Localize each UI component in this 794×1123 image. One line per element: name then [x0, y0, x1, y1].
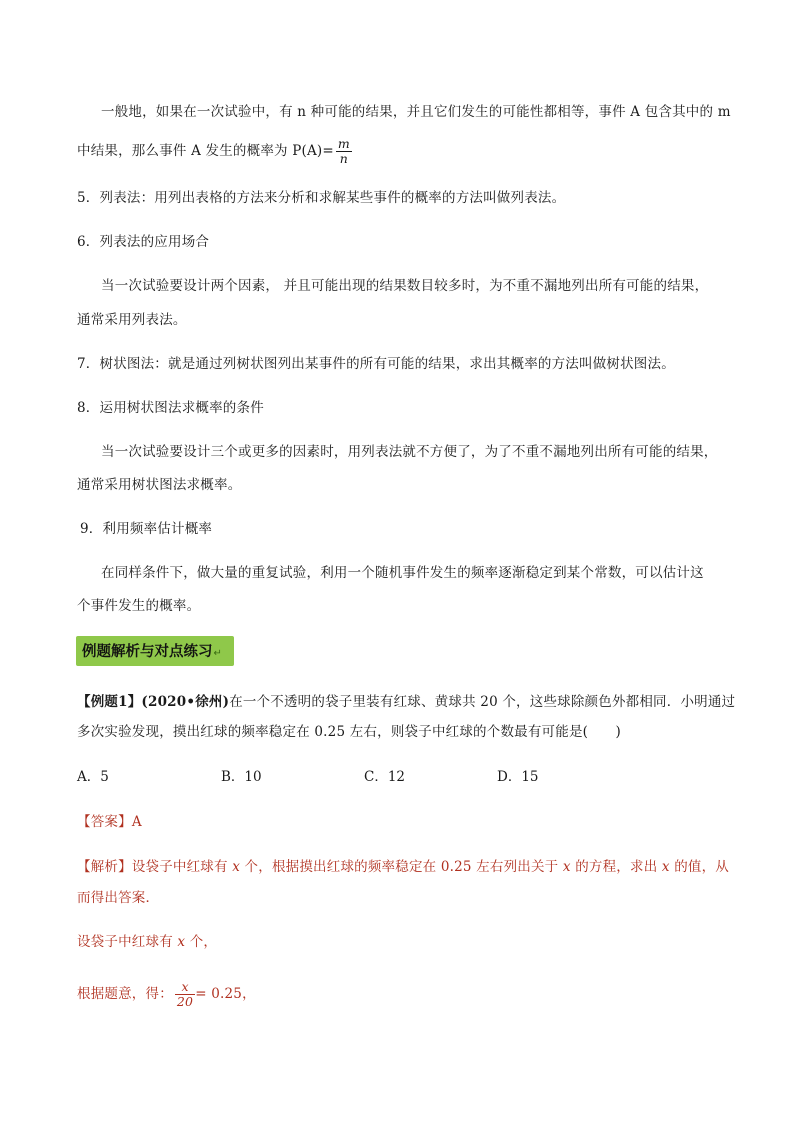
- example-tag: 【例题1】: [77, 694, 142, 710]
- item-6-title: 6．列表法的应用场合: [77, 234, 210, 250]
- example-line-1: [77, 692, 735, 712]
- item-7: 7．树状图法：就是通过列树状图列出某事件的所有可能的结果，求出其概率的方法叫做树状图法。: [77, 356, 675, 372]
- return-mark-icon: ↵: [213, 648, 222, 659]
- item-6-line-2: 通常采用列表法。: [77, 312, 187, 328]
- variable-x: x: [232, 859, 241, 875]
- answer-value: A: [131, 814, 142, 830]
- item-6-line-1: 当一次试验要设计两个因素， 并且可能出现的结果数目较多时，为不重不漏地列出所有可能的结果，: [101, 278, 709, 294]
- variable-x: x: [661, 859, 670, 875]
- section-heading-badge: [76, 636, 234, 666]
- fraction-numerator: x: [181, 979, 189, 994]
- example-line-1-text: 在一个不透明的袋子里装有红球、黄球共 20 个，这些球除颜色外都相同．小明通过: [229, 694, 736, 710]
- item-9-title: 9．利用频率估计概率: [80, 521, 213, 537]
- example-line-2: 多次实验发现，摸出红球的频率稳定在 0.25 左右，则袋子中红球的个数最有可能是( ): [77, 724, 621, 740]
- step-2-prefix: 根据题意，得：: [77, 986, 173, 1002]
- fraction-denominator: 20: [176, 994, 194, 1009]
- option-c: C．12: [364, 769, 406, 785]
- analysis-text-d: 的值，从: [669, 859, 730, 875]
- analysis-text-c: 的方程，求出: [570, 859, 662, 875]
- analysis-line-2: 而得出答案．: [77, 890, 160, 906]
- definition-line-1: 一般地，如果在一次试验中，有 n 种可能的结果，并且它们发生的可能性都相等，事件 A 包含其中的 m: [101, 104, 731, 120]
- analysis-text-a: 设袋子中红球有: [131, 859, 233, 875]
- definition-line-2: [77, 137, 352, 166]
- solution-step-1: [77, 932, 217, 952]
- analysis-line-1: [77, 857, 729, 877]
- item-9-line-2: 个事件发生的概率。: [77, 598, 201, 614]
- item-5: 5．列表法：用列出表格的方法来分析和求解某些事件的概率的方法叫做列表法。: [77, 190, 566, 206]
- step-2-suffix: = 0.25，: [195, 986, 256, 1002]
- step-1-text-a: 设袋子中红球有: [77, 934, 178, 950]
- option-d: D．15: [497, 769, 539, 785]
- equation-fraction: [175, 980, 195, 1009]
- section-heading-label: 例题解析与对点练习: [82, 644, 213, 660]
- probability-fraction: [336, 137, 352, 166]
- option-b: B．10: [221, 769, 262, 785]
- fraction-numerator: m: [337, 136, 350, 151]
- option-a: A．5: [77, 769, 109, 785]
- analysis-text-b: 个，根据摸出红球的频率稳定在 0.25 左右列出关于: [240, 859, 563, 875]
- variable-x: x: [562, 859, 571, 875]
- step-1-text-b: 个，: [185, 934, 218, 950]
- item-8-line-1: 当一次试验要设计三个或更多的因素时，用列表法就不方便了，为了不重不漏地列出所有可能的结果，: [101, 444, 718, 460]
- item-9-line-1: 在同样条件下，做大量的重复试验，利用一个随机事件发生的频率逐渐稳定到某个常数，可以估计这: [101, 565, 704, 581]
- variable-x: x: [177, 934, 186, 950]
- item-8-title: 8．运用树状图法求概率的条件: [77, 400, 264, 416]
- answer-tag: 【答案】: [77, 814, 132, 830]
- fraction-denominator: n: [336, 151, 352, 166]
- solution-step-2: [77, 980, 256, 1009]
- item-8-line-2: 通常采用树状图法求概率。: [77, 477, 242, 493]
- answer-line: [77, 812, 142, 832]
- example-source: (2020•徐州): [141, 694, 230, 710]
- definition-line-2-text: 中结果，那么事件 A 发生的概率为 P(A)=: [77, 143, 334, 159]
- analysis-tag: 【解析】: [77, 859, 132, 875]
